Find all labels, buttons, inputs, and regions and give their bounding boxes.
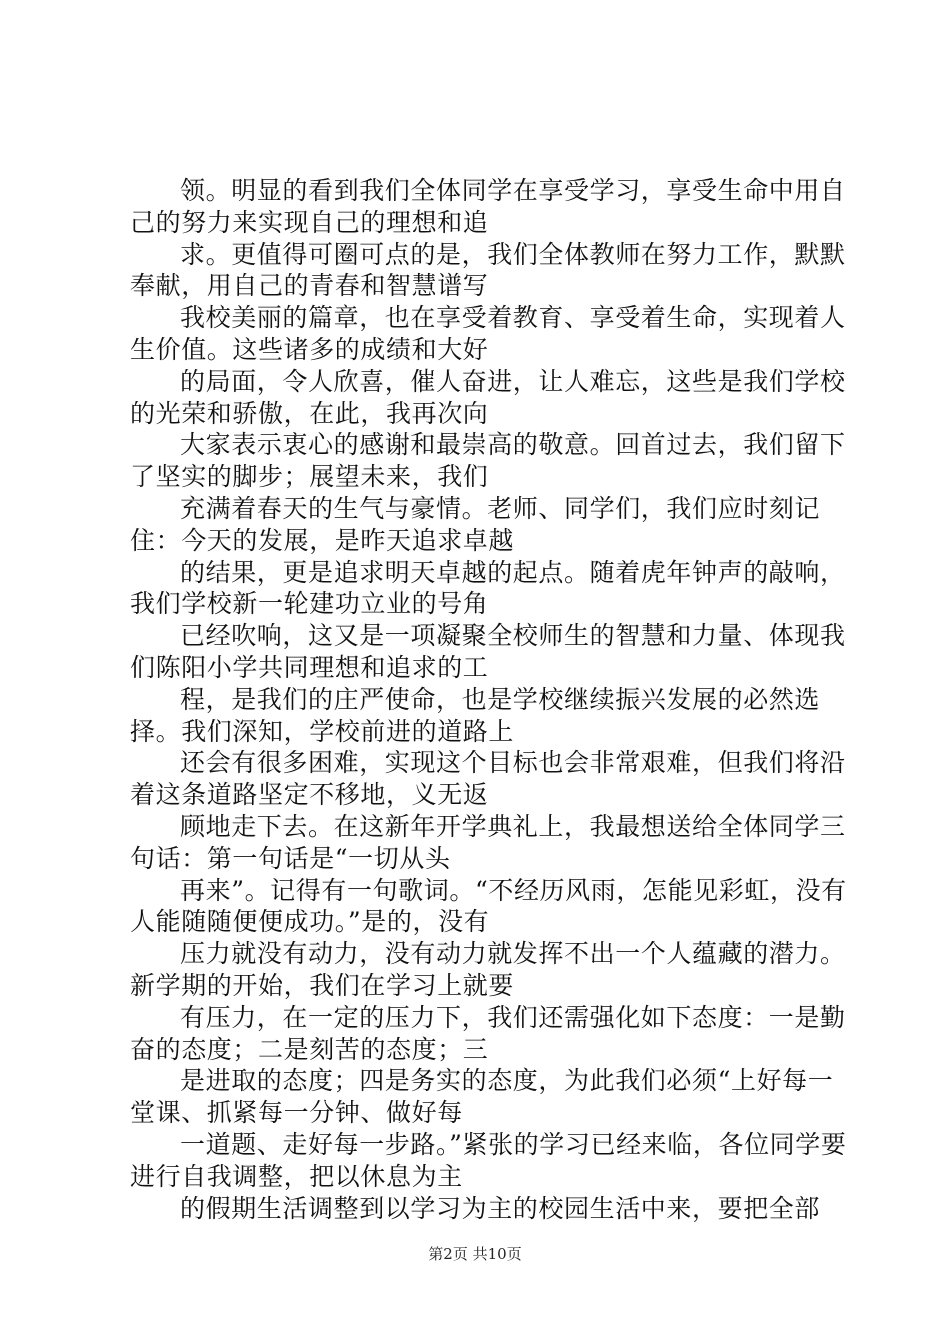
paragraph: 压力就没有动力，没有动力就发挥不出一个人蕴藏的潜力。新学期的开始，我们在学习上就要 bbox=[130, 939, 846, 1000]
paragraph: 的局面，令人欣喜，催人奋进，让人难忘，这些是我们学校的光荣和骄傲，在此，我再次向 bbox=[130, 366, 846, 428]
paragraph: 有压力，在一定的压力下，我们还需强化如下态度：一是勤奋的态度；二是刻苦的态度；三 bbox=[130, 1002, 846, 1064]
page-number-footer: 第2页 共10页 bbox=[428, 1245, 522, 1263]
paragraph: 是进取的态度；四是务实的态度，为此我们必须“上好每一堂课、抓紧每一分钟、做好每 bbox=[130, 1066, 834, 1128]
paragraph: 顾地走下去。在这新年开学典礼上，我最想送给全体同学三句话：第一句话是“一切从头 bbox=[130, 811, 846, 873]
paragraph: 程，是我们的庄严使命，也是学校继续振兴发展的必然选择。我们深知，学校前进的道路上 bbox=[130, 684, 821, 746]
paragraph: 已经吹响，这又是一项凝聚全校师生的智慧和力量、体现我们陈阳小学共同理想和追求的工 bbox=[130, 621, 846, 682]
document-body bbox=[130, 175, 850, 1224]
paragraph: 大家表示衷心的感谢和最崇高的敬意。回首过去，我们留下了坚实的脚步；展望未来，我们 bbox=[130, 430, 846, 492]
paragraph: 求。更值得可圈可点的是，我们全体教师在努力工作，默默奉献，用自己的青春和智慧谱写 bbox=[130, 239, 846, 301]
paragraph: 的结果，更是追求明天卓越的起点。随着虎年钟声的敲响，我们学校新一轮建功立业的号角 bbox=[130, 557, 846, 619]
paragraph: 领。明显的看到我们全体同学在享受学习，享受生命中用自己的努力来实现自己的理想和追 bbox=[130, 176, 846, 237]
paragraph: 充满着春天的生气与豪情。老师、同学们，我们应时刻记住：今天的发展，是昨天追求卓越 bbox=[130, 493, 821, 555]
paragraph: 再来”。记得有一句歌词。“不经历风雨，怎能见彩虹，没有人能随随便便成功。”是的，没有 bbox=[130, 875, 847, 937]
paragraph: 我校美丽的篇章，也在享受着教育、享受着生命，实现着人生价值。这些诸多的成绩和大好 bbox=[130, 303, 846, 364]
paragraph: 一道题、走好每一步路。”紧张的学习已经来临，各位同学要进行自我调整，把以休息为主 bbox=[130, 1129, 847, 1191]
paragraph: 还会有很多困难，实现这个目标也会非常艰难，但我们将沿着这条道路坚定不移地，义无返 bbox=[130, 748, 846, 810]
paragraph: 的假期生活调整到以学习为主的校园生活中来，要把全部 bbox=[180, 1193, 821, 1223]
